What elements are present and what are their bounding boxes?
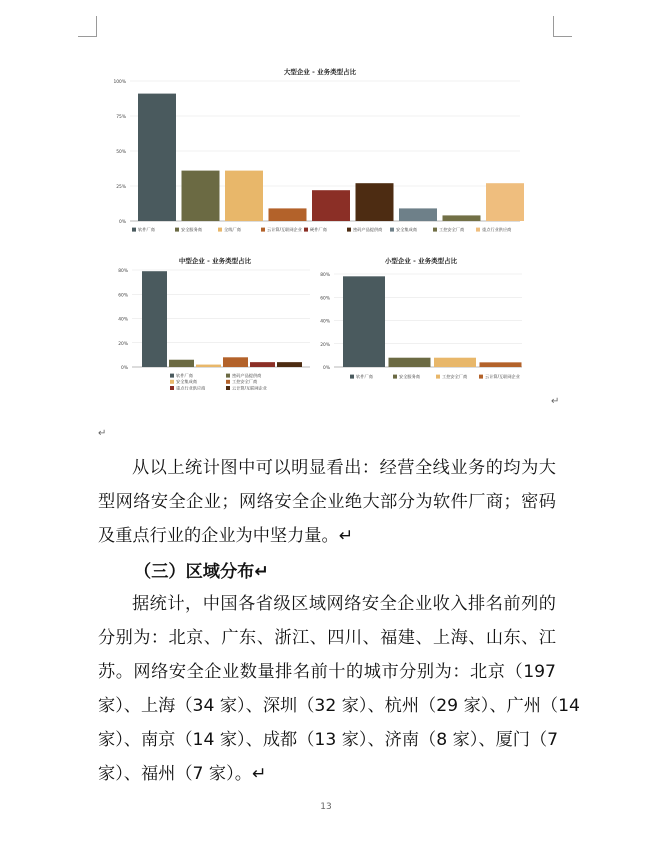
page-number: 13 [320,802,332,812]
y-tick-label: 100% [113,80,126,85]
crop-mark-top-right [553,16,572,37]
text-line: 型网络安全企业；网络安全企业绝大部分为软件厂商；密码 [98,492,556,512]
legend-label: 工控安全厂商 [442,374,468,379]
y-tick-label: 25% [116,185,126,190]
y-tick-label: 0% [119,220,126,225]
text-line: 及重点行业的企业为中坚力量。↵ [98,526,354,546]
bar-硬件厂商 [312,190,350,221]
bar-软件厂商 [142,271,167,367]
y-tick-label: 60% [320,296,330,302]
legend-swatch [304,228,308,232]
bar-软件厂商 [138,94,176,221]
legend-label: 云计算/互联网企业 [267,227,302,232]
legend-swatch [350,375,354,379]
y-tick-label: 80% [320,273,330,278]
legend-label: 硬件厂商 [310,227,327,232]
legend-label: 云计算/互联网企业 [232,385,267,391]
legend-swatch [132,228,136,232]
legend-label: 安全服务商 [399,374,420,379]
text-line: 家）、上海（34 家）、深圳（32 家）、杭州（29 家）、广州（14 [98,696,580,716]
y-tick-label: 80% [118,269,128,274]
legend-label: 软件厂商 [356,374,373,379]
legend-swatch [433,228,437,232]
legend-swatch [170,386,174,390]
section-heading: （三）区域分布↵ [134,562,269,582]
legend-label: 安全集成商 [176,379,197,385]
legend-label: 云计算/互联网企业 [485,374,520,379]
y-tick-label: 20% [118,341,128,347]
legend-label: 密码产品提供商 [353,227,383,232]
legend-swatch [390,228,394,232]
legend-label: 密码产品提供商 [232,373,262,378]
text-line: 家）、福州（7 家）。↵ [98,764,267,784]
legend-swatch [226,386,230,390]
text-line: 家）、南京（14 家）、成都（13 家）、济南（8 家）、厦门（7 [98,730,559,750]
legend-label: 重点行业供应商 [482,227,512,232]
legend-swatch [218,228,222,232]
bar-安全服务商 [169,360,194,367]
bar-云计算/互联网企业 [269,208,307,221]
bar-工控安全厂商 [434,358,476,367]
y-tick-label: 0% [121,366,128,371]
legend-swatch [226,380,230,384]
legend-swatch [175,228,179,232]
paragraph-conclusion [98,451,556,553]
paragraph-regional-distribution [98,587,580,791]
legend-label: 全线厂商 [224,227,241,232]
legend-swatch [170,380,174,384]
legend-swatch [436,375,440,379]
text-line: 从以上统计图中可以明显看出：经营全线业务的均为大 [132,458,556,478]
legend-swatch [261,228,265,232]
chart-large-enterprise [110,62,530,240]
bar-安全集成商 [399,208,437,221]
legend-label: 软件厂商 [176,373,193,378]
y-tick-label: 50% [116,150,126,155]
text-line: 据统计，中国各省级区域网络安全企业收入排名前列的 [132,594,556,614]
text-line: 苏。网络安全企业数量排名前十的城市分别为：北京（197 [98,662,556,682]
y-tick-label: 40% [118,317,128,323]
legend-swatch [347,228,351,232]
legend-label: 工控安全厂商 [439,227,465,232]
bar-云计算/互联网企业 [480,362,522,367]
y-tick-label: 75% [116,115,126,120]
chart-title: 小型企业 - 业务类型占比 [384,257,458,265]
bar-软件厂商 [343,276,385,367]
legend-swatch [479,375,483,379]
y-tick-label: 40% [320,319,330,325]
crop-mark-top-left [78,16,97,37]
y-tick-label: 0% [323,366,330,371]
paragraph-mark: ↵ [98,428,107,439]
chart-title: 大型企业 - 业务类型占比 [283,68,357,76]
bar-工控安全厂商 [277,362,302,367]
y-tick-label: 60% [118,293,128,299]
legend-swatch [170,374,174,378]
y-tick-label: 20% [320,342,330,348]
legend-label: 重点行业供应商 [176,385,206,391]
legend-swatch [393,375,397,379]
bar-密码产品提供商 [223,357,248,367]
chart-small-enterprise [312,254,530,400]
legend-swatch [226,374,230,378]
bar-重点行业供应商 [486,183,524,221]
bar-安全服务商 [389,358,431,367]
chart-title: 中型企业 - 业务类型占比 [178,257,252,265]
legend-label: 安全服务商 [181,227,202,232]
bar-安全服务商 [182,171,220,221]
bar-全线厂商 [196,365,221,367]
legend-label: 软件厂商 [138,227,155,232]
legend-label: 安全集成商 [396,227,417,232]
legend-swatch [476,228,480,232]
bar-全线厂商 [225,171,263,221]
bar-工控安全厂商 [443,215,481,221]
chart-medium-enterprise [110,254,320,400]
text-line: 分别为：北京、广东、浙江、四川、福建、上海、山东、江 [98,628,556,648]
legend-label: 工控安全厂商 [232,379,258,385]
bar-密码产品提供商 [356,183,394,221]
paragraph-mark: ↵ [551,396,560,407]
bar-安全集成商 [250,362,275,367]
